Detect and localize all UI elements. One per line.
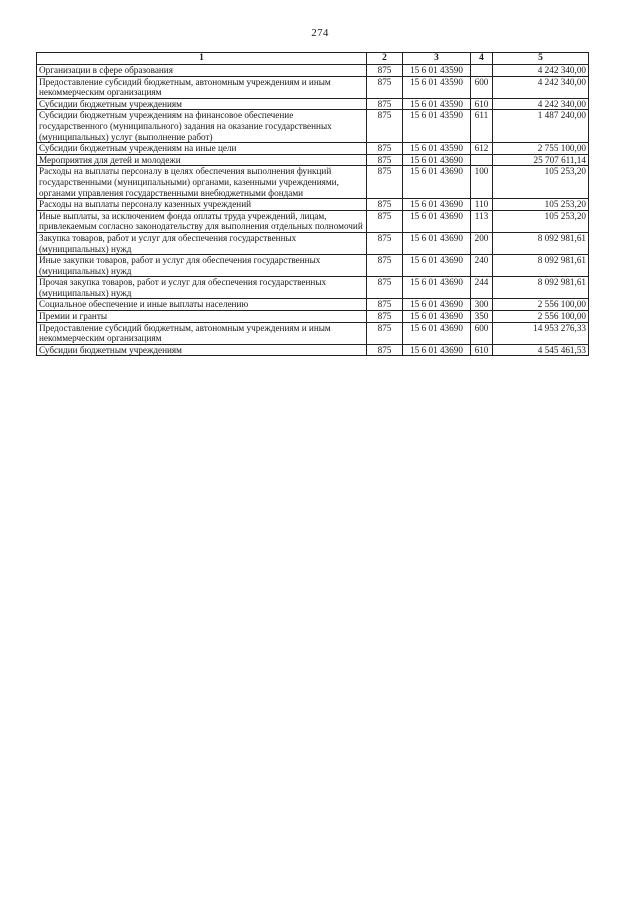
table-row [37,154,589,166]
row-sum: 4 242 340,00 [493,98,589,110]
row-vr: 300 [471,299,493,311]
row-name: Субсидии бюджетным учреждениям [37,344,367,356]
row-sum: 2 556 100,00 [493,299,589,311]
page-number: 274 [311,27,329,39]
row-sum: 8 092 981,61 [493,232,589,254]
row-sum: 2 755 100,00 [493,143,589,155]
header-col-4: 4 [471,53,493,65]
row-sum: 105 253,20 [493,199,589,211]
table-row [37,199,589,211]
row-csr: 15 6 01 43690 [403,210,471,232]
table-row [37,311,589,323]
row-grbs: 875 [367,277,403,299]
row-name: Премии и гранты [37,311,367,323]
row-grbs: 875 [367,199,403,211]
row-name: Предоставление субсидий бюджетным, автономным учреждениям и иным некоммерческим организациям [37,322,367,344]
row-vr: 600 [471,76,493,98]
row-csr: 15 6 01 43690 [403,322,471,344]
table-row [37,322,589,344]
table-row [37,210,589,232]
row-name: Субсидии бюджетным учреждениям [37,98,367,110]
row-grbs: 875 [367,232,403,254]
row-sum: 14 953 276,33 [493,322,589,344]
header-col-1: 1 [37,53,367,65]
table-row [37,277,589,299]
row-name: Мероприятия для детей и молодежи [37,154,367,166]
row-name: Расходы на выплаты персоналу в целях обеспечения выполнения функций государственными (муниципальными) органами, казенными учреждениями, органами управления государственными внебюджетными фондами [37,166,367,199]
row-vr: 200 [471,232,493,254]
row-sum: 105 253,20 [493,166,589,199]
table-header-row [37,53,589,65]
header-col-5: 5 [493,53,589,65]
row-vr: 100 [471,166,493,199]
row-vr: 240 [471,255,493,277]
row-name: Иные выплаты, за исключением фонда оплаты труда учреждений, лицам, привлекаемым согласно законодательству для выполнения отдельных полномочий [37,210,367,232]
row-csr: 15 6 01 43690 [403,232,471,254]
row-grbs: 875 [367,344,403,356]
row-csr: 15 6 01 43690 [403,344,471,356]
row-vr: 612 [471,143,493,155]
row-vr [471,154,493,166]
row-csr: 15 6 01 43590 [403,110,471,143]
row-grbs: 875 [367,143,403,155]
row-name: Предоставление субсидий бюджетным, автономным учреждениям и иным некоммерческим организациям [37,76,367,98]
table-body [37,65,589,356]
row-vr: 110 [471,199,493,211]
row-csr: 15 6 01 43690 [403,299,471,311]
row-sum: 25 707 611,14 [493,154,589,166]
row-name: Социальное обеспечение и иные выплаты населению [37,299,367,311]
row-name: Субсидии бюджетным учреждениям на иные цели [37,143,367,155]
row-name: Закупка товаров, работ и услуг для обеспечения государственных (муниципальных) нужд [37,232,367,254]
row-name: Организации в сфере образования [37,65,367,77]
row-grbs: 875 [367,322,403,344]
row-csr: 15 6 01 43590 [403,98,471,110]
row-name: Расходы на выплаты персоналу казенных учреждений [37,199,367,211]
row-vr: 610 [471,344,493,356]
row-sum: 4 545 461,53 [493,344,589,356]
header-col-3: 3 [403,53,471,65]
row-vr: 610 [471,98,493,110]
table-row [37,98,589,110]
header-col-2: 2 [367,53,403,65]
table-row [37,143,589,155]
budget-table [36,52,589,356]
table-row [37,110,589,143]
row-csr: 15 6 01 43690 [403,277,471,299]
table-row [37,299,589,311]
row-sum: 4 242 340,00 [493,76,589,98]
row-grbs: 875 [367,299,403,311]
row-sum: 2 556 100,00 [493,311,589,323]
row-grbs: 875 [367,210,403,232]
row-grbs: 875 [367,65,403,77]
row-grbs: 875 [367,98,403,110]
table-row [37,76,589,98]
table-row [37,255,589,277]
row-sum: 4 242 340,00 [493,65,589,77]
row-name: Прочая закупка товаров, работ и услуг для обеспечения государственных (муниципальных) нужд [37,277,367,299]
table-row [37,232,589,254]
row-csr: 15 6 01 43590 [403,76,471,98]
row-vr [471,65,493,77]
row-grbs: 875 [367,154,403,166]
table-row [37,344,589,356]
row-grbs: 875 [367,311,403,323]
row-sum: 1 487 240,00 [493,110,589,143]
row-csr: 15 6 01 43690 [403,166,471,199]
row-csr: 15 6 01 43690 [403,199,471,211]
row-vr: 611 [471,110,493,143]
row-grbs: 875 [367,110,403,143]
row-csr: 15 6 01 43690 [403,255,471,277]
row-csr: 15 6 01 43590 [403,143,471,155]
row-grbs: 875 [367,255,403,277]
table-row [37,65,589,77]
table-row [37,166,589,199]
row-vr: 244 [471,277,493,299]
row-sum: 105 253,20 [493,210,589,232]
row-grbs: 875 [367,76,403,98]
row-csr: 15 6 01 43590 [403,65,471,77]
row-vr: 350 [471,311,493,323]
row-name: Субсидии бюджетным учреждениям на финансовое обеспечение государственного (муниципального) задания на оказание государственных (муниципальных) услуг (выполнение работ) [37,110,367,143]
row-csr: 15 6 01 43690 [403,311,471,323]
row-vr: 600 [471,322,493,344]
row-sum: 8 092 981,61 [493,277,589,299]
row-grbs: 875 [367,166,403,199]
row-csr: 15 6 01 43690 [403,154,471,166]
row-name: Иные закупки товаров, работ и услуг для обеспечения государственных (муниципальных) нужд [37,255,367,277]
row-vr: 113 [471,210,493,232]
row-sum: 8 092 981,61 [493,255,589,277]
